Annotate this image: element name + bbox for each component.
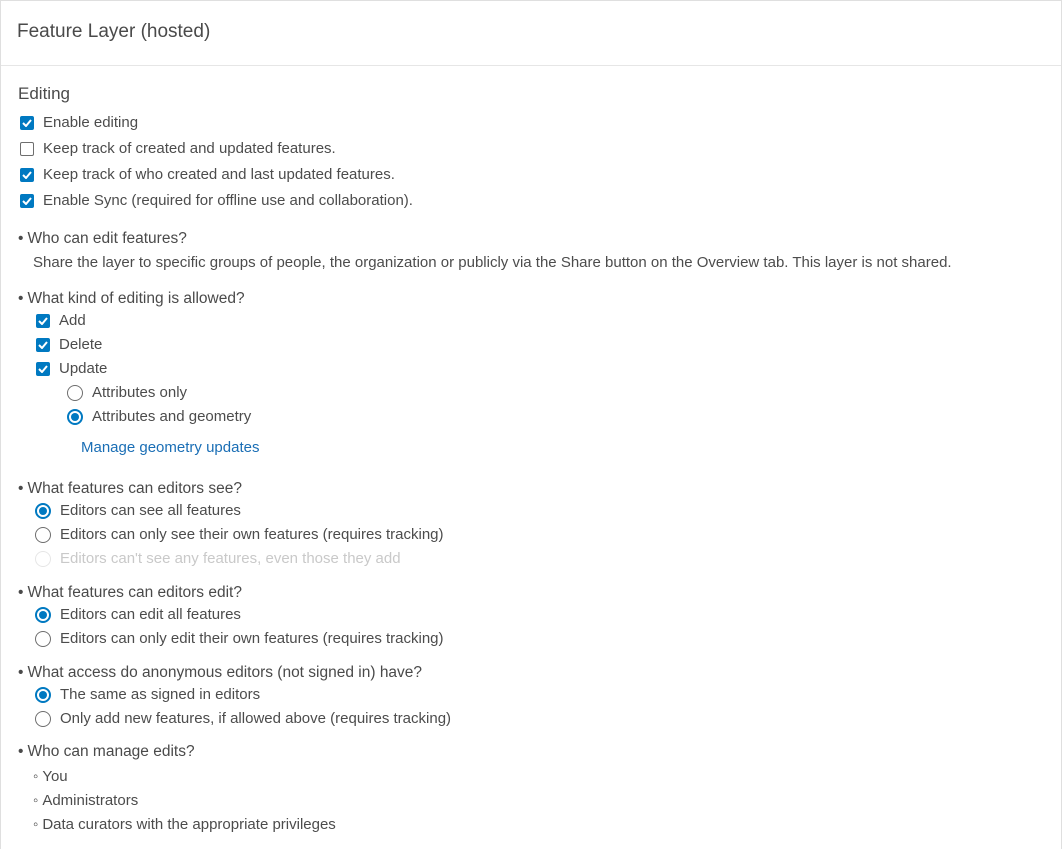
- edit-own-features-radio[interactable]: [35, 630, 444, 647]
- editing-kind-question: [18, 290, 245, 308]
- who-can-edit-question: [18, 230, 187, 248]
- radio-label: Editors can only edit their own features (requires tracking): [60, 630, 444, 647]
- checkbox-label: Update: [59, 360, 108, 377]
- question-text: What access do anonymous editors (not signed in) have?: [27, 664, 423, 681]
- radio-unselected-icon: [35, 631, 51, 647]
- radio-label: Editors can't see any features, even those they add: [60, 550, 401, 567]
- track-who-created-checkbox[interactable]: [20, 166, 395, 183]
- radio-unselected-icon: [35, 711, 51, 727]
- editing-section-title: Editing: [18, 84, 70, 103]
- manager-label: Data curators with the appropriate privileges: [42, 816, 336, 833]
- checkbox-checked-icon: [36, 314, 50, 328]
- only-add-new-features-radio[interactable]: [35, 710, 451, 727]
- checkbox-label: Add: [59, 312, 86, 329]
- checkbox-checked-icon: [20, 168, 34, 182]
- manager-label: You: [42, 768, 68, 785]
- attributes-and-geometry-radio[interactable]: [67, 408, 251, 425]
- question-text: What kind of editing is allowed?: [27, 290, 245, 307]
- panel-header: [1, 1, 1061, 66]
- manage-edits-question: [18, 743, 195, 761]
- question-text: Who can edit features?: [27, 230, 187, 247]
- attributes-only-radio[interactable]: [67, 384, 187, 401]
- checkbox-checked-icon: [36, 338, 50, 352]
- track-created-updated-checkbox[interactable]: [20, 140, 336, 157]
- checkbox-checked-icon: [20, 116, 34, 130]
- question-text: Who can manage edits?: [27, 743, 195, 760]
- question-text: What features can editors edit?: [27, 584, 242, 601]
- radio-selected-icon: [35, 687, 51, 703]
- features-see-question: [18, 480, 242, 498]
- sub-bullet-icon: ◦: [33, 816, 39, 833]
- bullet-icon: •: [18, 480, 24, 497]
- manager-label: Administrators: [42, 792, 139, 809]
- delete-checkbox[interactable]: [36, 336, 102, 353]
- edit-all-features-radio[interactable]: [35, 606, 241, 623]
- features-edit-question: [18, 584, 242, 602]
- manage-geometry-updates-link[interactable]: Manage geometry updates: [81, 439, 260, 456]
- radio-disabled-icon: [35, 551, 51, 567]
- radio-label: Attributes and geometry: [92, 408, 252, 425]
- enable-sync-checkbox[interactable]: [20, 192, 413, 209]
- see-all-features-radio[interactable]: [35, 502, 241, 519]
- checkbox-label: Enable Sync (required for offline use and collaboration).: [43, 192, 413, 209]
- checkbox-label: Keep track of created and updated features.: [43, 140, 336, 157]
- manager-list-item: [33, 792, 138, 809]
- radio-label: Only add new features, if allowed above (requires tracking): [60, 710, 452, 727]
- checkbox-unchecked-icon: [20, 142, 34, 156]
- radio-unselected-icon: [35, 527, 51, 543]
- radio-selected-icon: [35, 503, 51, 519]
- radio-selected-icon: [35, 607, 51, 623]
- same-as-signed-in-radio[interactable]: [35, 686, 260, 703]
- radio-label: The same as signed in editors: [60, 686, 261, 703]
- checkbox-label: Keep track of who created and last updated features.: [43, 166, 395, 183]
- manager-list-item: [33, 768, 68, 785]
- checkbox-checked-icon: [36, 362, 50, 376]
- sub-bullet-icon: ◦: [33, 792, 39, 809]
- update-checkbox[interactable]: [36, 360, 107, 377]
- bullet-icon: •: [18, 743, 24, 760]
- see-no-features-radio: [35, 550, 401, 567]
- radio-label: Editors can edit all features: [60, 606, 241, 623]
- checkbox-label: Enable editing: [43, 114, 139, 131]
- anonymous-access-question: [18, 664, 422, 682]
- radio-selected-icon: [67, 409, 83, 425]
- checkbox-label: Delete: [59, 336, 103, 353]
- radio-label: Editors can only see their own features (requires tracking): [60, 526, 444, 543]
- bullet-icon: •: [18, 230, 24, 247]
- radio-unselected-icon: [67, 385, 83, 401]
- add-checkbox[interactable]: [36, 312, 86, 329]
- radio-label: Attributes only: [92, 384, 188, 401]
- bullet-icon: •: [18, 664, 24, 681]
- radio-label: Editors can see all features: [60, 502, 241, 519]
- see-own-features-radio[interactable]: [35, 526, 444, 543]
- who-can-edit-description: Share the layer to specific groups of people, the organization or publicly via the Share button on the Overview tab. This layer is not shared.: [33, 254, 952, 271]
- question-text: What features can editors see?: [27, 480, 242, 497]
- page-title: Feature Layer (hosted): [17, 21, 211, 42]
- enable-editing-checkbox[interactable]: [20, 114, 138, 131]
- bullet-icon: •: [18, 584, 24, 601]
- manager-list-item: [33, 816, 336, 833]
- bullet-icon: •: [18, 290, 24, 307]
- sub-bullet-icon: ◦: [33, 768, 39, 785]
- checkbox-checked-icon: [20, 194, 34, 208]
